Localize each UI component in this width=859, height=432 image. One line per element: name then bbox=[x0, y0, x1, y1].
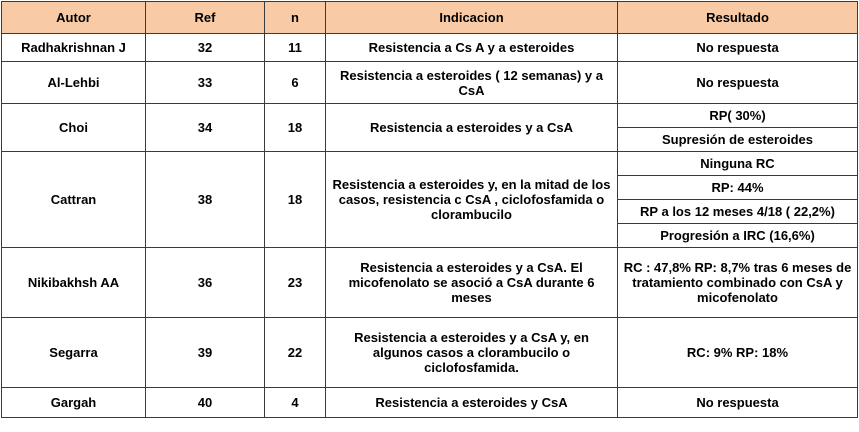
cell-indicacion: Resistencia a esteroides y CsA bbox=[326, 388, 618, 418]
cell-autor: Segarra bbox=[2, 318, 146, 388]
cell-autor: Gargah bbox=[2, 388, 146, 418]
cell-ref: 38 bbox=[146, 152, 265, 248]
table-row bbox=[2, 388, 858, 418]
cell-indicacion: Resistencia a esteroides y a CsA. El micofenolato se asoció a CsA durante 6 meses bbox=[326, 248, 618, 318]
table-row bbox=[2, 62, 858, 104]
cell-autor: Cattran bbox=[2, 152, 146, 248]
table-row bbox=[2, 152, 858, 176]
cell-resultado: Progresión a IRC (16,6%) bbox=[618, 224, 858, 248]
cell-autor: Al-Lehbi bbox=[2, 62, 146, 104]
cell-autor: Radhakrishnan J bbox=[2, 34, 146, 62]
cell-indicacion: Resistencia a esteroides y, en la mitad de los casos, resistencia c CsA , ciclofosfamida o clorambucilo bbox=[326, 152, 618, 248]
cell-ref: 33 bbox=[146, 62, 265, 104]
cell-ref: 32 bbox=[146, 34, 265, 62]
cell-indicacion: Resistencia a Cs A y a esteroides bbox=[326, 34, 618, 62]
results-table bbox=[1, 1, 858, 418]
cell-n: 4 bbox=[265, 388, 326, 418]
header-n: n bbox=[265, 2, 326, 34]
cell-resultado: No respuesta bbox=[618, 388, 858, 418]
header-autor: Autor bbox=[2, 2, 146, 34]
cell-autor: Nikibakhsh AA bbox=[2, 248, 146, 318]
cell-resultado: RC: 9% RP: 18% bbox=[618, 318, 858, 388]
cell-ref: 40 bbox=[146, 388, 265, 418]
cell-n: 23 bbox=[265, 248, 326, 318]
header-indicacion: Indicacion bbox=[326, 2, 618, 34]
cell-resultado: RP a los 12 meses 4/18 ( 22,2%) bbox=[618, 200, 858, 224]
table-row bbox=[2, 34, 858, 62]
cell-ref: 39 bbox=[146, 318, 265, 388]
cell-resultado: No respuesta bbox=[618, 34, 858, 62]
header-row bbox=[2, 2, 858, 34]
table-row bbox=[2, 318, 858, 388]
cell-indicacion: Resistencia a esteroides y a CsA y, en algunos casos a clorambucilo o ciclofosfamida. bbox=[326, 318, 618, 388]
cell-autor: Choi bbox=[2, 104, 146, 152]
cell-n: 18 bbox=[265, 104, 326, 152]
cell-n: 18 bbox=[265, 152, 326, 248]
table-row bbox=[2, 248, 858, 318]
cell-n: 6 bbox=[265, 62, 326, 104]
cell-resultado: RC : 47,8% RP: 8,7% tras 6 meses de tratamiento combinado con CsA y micofenolato bbox=[618, 248, 858, 318]
cell-indicacion: Resistencia a esteroides y a CsA bbox=[326, 104, 618, 152]
header-resultado: Resultado bbox=[618, 2, 858, 34]
cell-resultado: No respuesta bbox=[618, 62, 858, 104]
table-row bbox=[2, 104, 858, 128]
cell-n: 11 bbox=[265, 34, 326, 62]
cell-resultado: RP( 30%) bbox=[618, 104, 858, 128]
cell-n: 22 bbox=[265, 318, 326, 388]
cell-resultado: Ninguna RC bbox=[618, 152, 858, 176]
cell-indicacion: Resistencia a esteroides ( 12 semanas) y a CsA bbox=[326, 62, 618, 104]
cell-resultado: Supresión de esteroides bbox=[618, 128, 858, 152]
cell-resultado: RP: 44% bbox=[618, 176, 858, 200]
cell-ref: 34 bbox=[146, 104, 265, 152]
header-ref: Ref bbox=[146, 2, 265, 34]
cell-ref: 36 bbox=[146, 248, 265, 318]
